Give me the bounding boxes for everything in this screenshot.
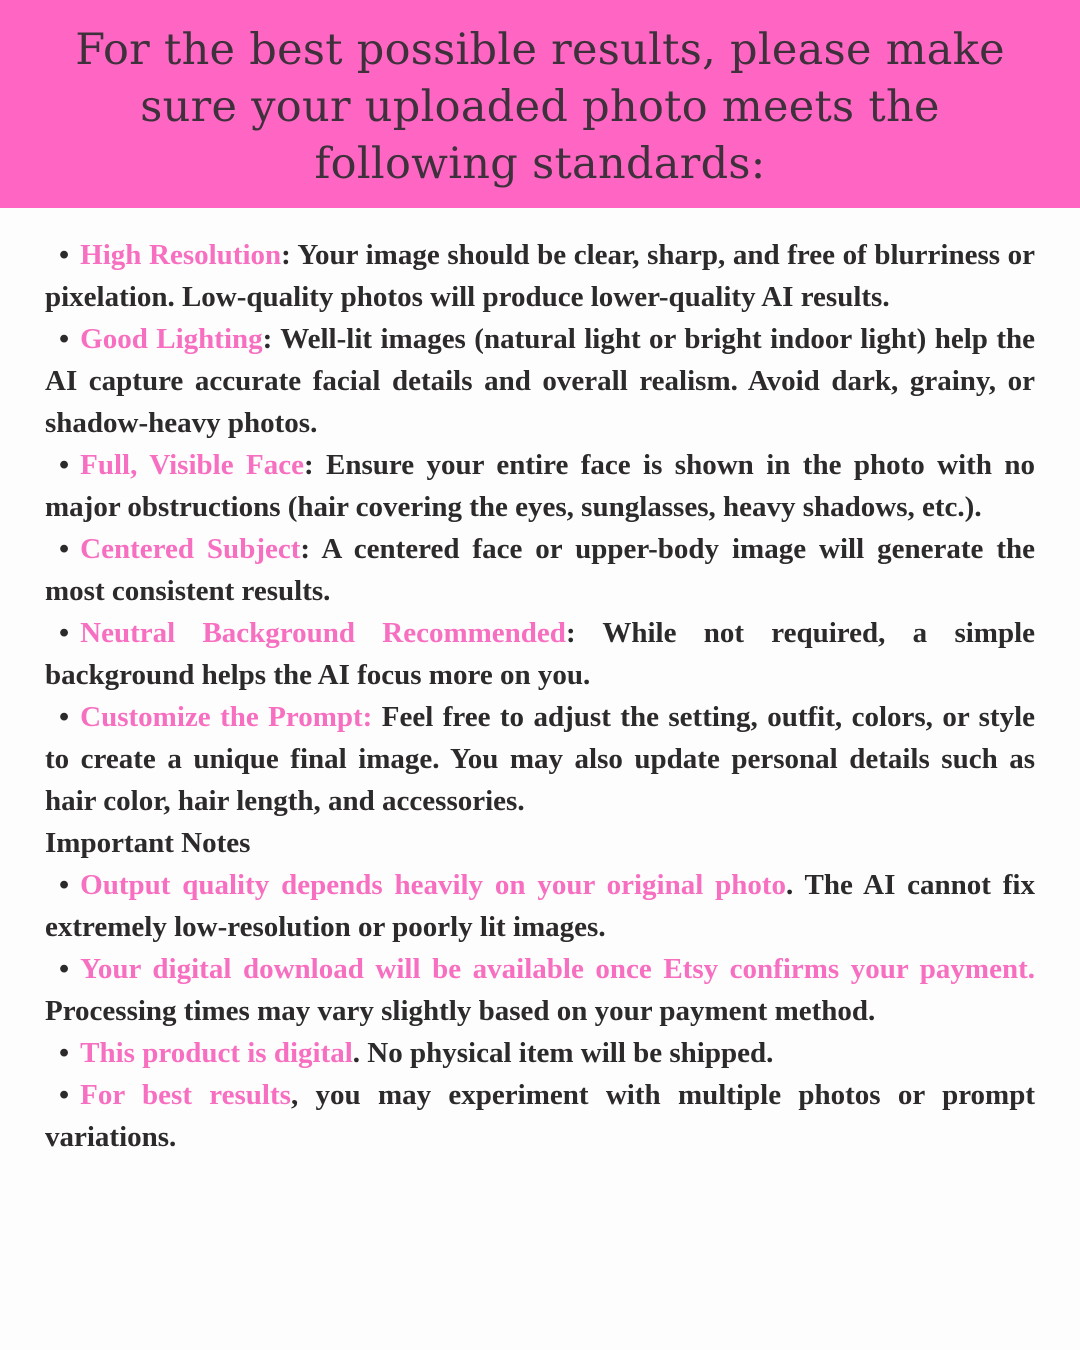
note-best-results <box>45 1074 1035 1158</box>
bullet-marker: • <box>59 1037 70 1069</box>
bullet-marker: • <box>59 701 70 733</box>
guideline-customize-prompt <box>45 696 1035 822</box>
note-highlight: Your digital download will be available once Etsy confirms your payment. <box>80 953 1035 985</box>
bullet-marker: • <box>59 449 70 481</box>
guideline-full-visible-face <box>45 444 1035 528</box>
important-notes-heading <box>45 822 1035 864</box>
guideline-text: : A centered face or upper-body image will generate the most consistent results. <box>45 533 1036 607</box>
guideline-highlight: Full, Visible Face <box>80 449 304 481</box>
note-product-digital <box>45 1032 1035 1074</box>
note-highlight: This product is digital <box>80 1037 353 1069</box>
bullet-marker: • <box>59 323 70 355</box>
bullet-marker: • <box>59 1079 70 1111</box>
page-title-line: sure your uploaded photo meets the <box>140 81 940 132</box>
guideline-centered-subject <box>45 528 1035 612</box>
header-banner <box>0 0 1080 208</box>
guideline-text: : Your image should be clear, sharp, and free of blurriness or pixelation. Low-quality photos will produce lower-quality AI results. <box>45 239 1036 313</box>
note-text: Processing times may vary slightly based on your payment method. <box>45 995 876 1027</box>
note-digital-download <box>45 948 1035 1032</box>
note-text: . No physical item will be shipped. <box>352 1037 774 1069</box>
guideline-highlight: Neutral Background Recommended <box>80 617 566 649</box>
guideline-good-lighting <box>45 318 1035 444</box>
note-output-quality <box>45 864 1035 948</box>
guideline-text: : Ensure your entire face is shown in the photo with no major obstructions (hair covering the eyes, sunglasses, heavy shadows, etc.). <box>45 449 1035 523</box>
note-highlight: Output quality depends heavily on your original photo <box>80 869 787 901</box>
guideline-high-resolution <box>45 234 1035 318</box>
guideline-text: : Well-lit images (natural light or bright indoor light) help the AI capture accurate facial details and overall realism. Avoid dark, grainy, or shadow-heavy photos. <box>45 323 1035 439</box>
guideline-highlight: High Resolution <box>80 239 282 271</box>
note-text: . The AI cannot fix extremely low-resolution or poorly lit images. <box>45 869 1035 943</box>
page-title-line: following standards: <box>314 138 766 189</box>
page-title-line: For the best possible results, please make <box>75 24 1005 75</box>
guidelines-list <box>0 208 1080 1158</box>
guideline-text: Feel free to adjust the setting, outfit, colors, or style to create a unique final image. You may also update personal details such as hair color, hair length, and accessories. <box>45 701 1035 817</box>
guideline-highlight: Centered Subject <box>80 533 301 565</box>
guideline-highlight: Good Lighting <box>80 323 263 355</box>
bullet-marker: • <box>59 953 70 985</box>
page-title <box>75 16 1005 193</box>
guideline-neutral-background <box>45 612 1035 696</box>
bullet-marker: • <box>59 869 70 901</box>
guideline-text: : While not required, a simple background helps the AI focus more on you. <box>45 617 1035 691</box>
note-text: , you may experiment with multiple photos or prompt variations. <box>45 1079 1035 1153</box>
note-highlight: For best results <box>80 1079 291 1111</box>
bullet-marker: • <box>59 533 70 565</box>
section-heading-text: Important Notes <box>45 827 251 859</box>
bullet-marker: • <box>59 239 70 271</box>
guideline-highlight: Customize the Prompt: <box>80 701 373 733</box>
bullet-marker: • <box>59 617 70 649</box>
